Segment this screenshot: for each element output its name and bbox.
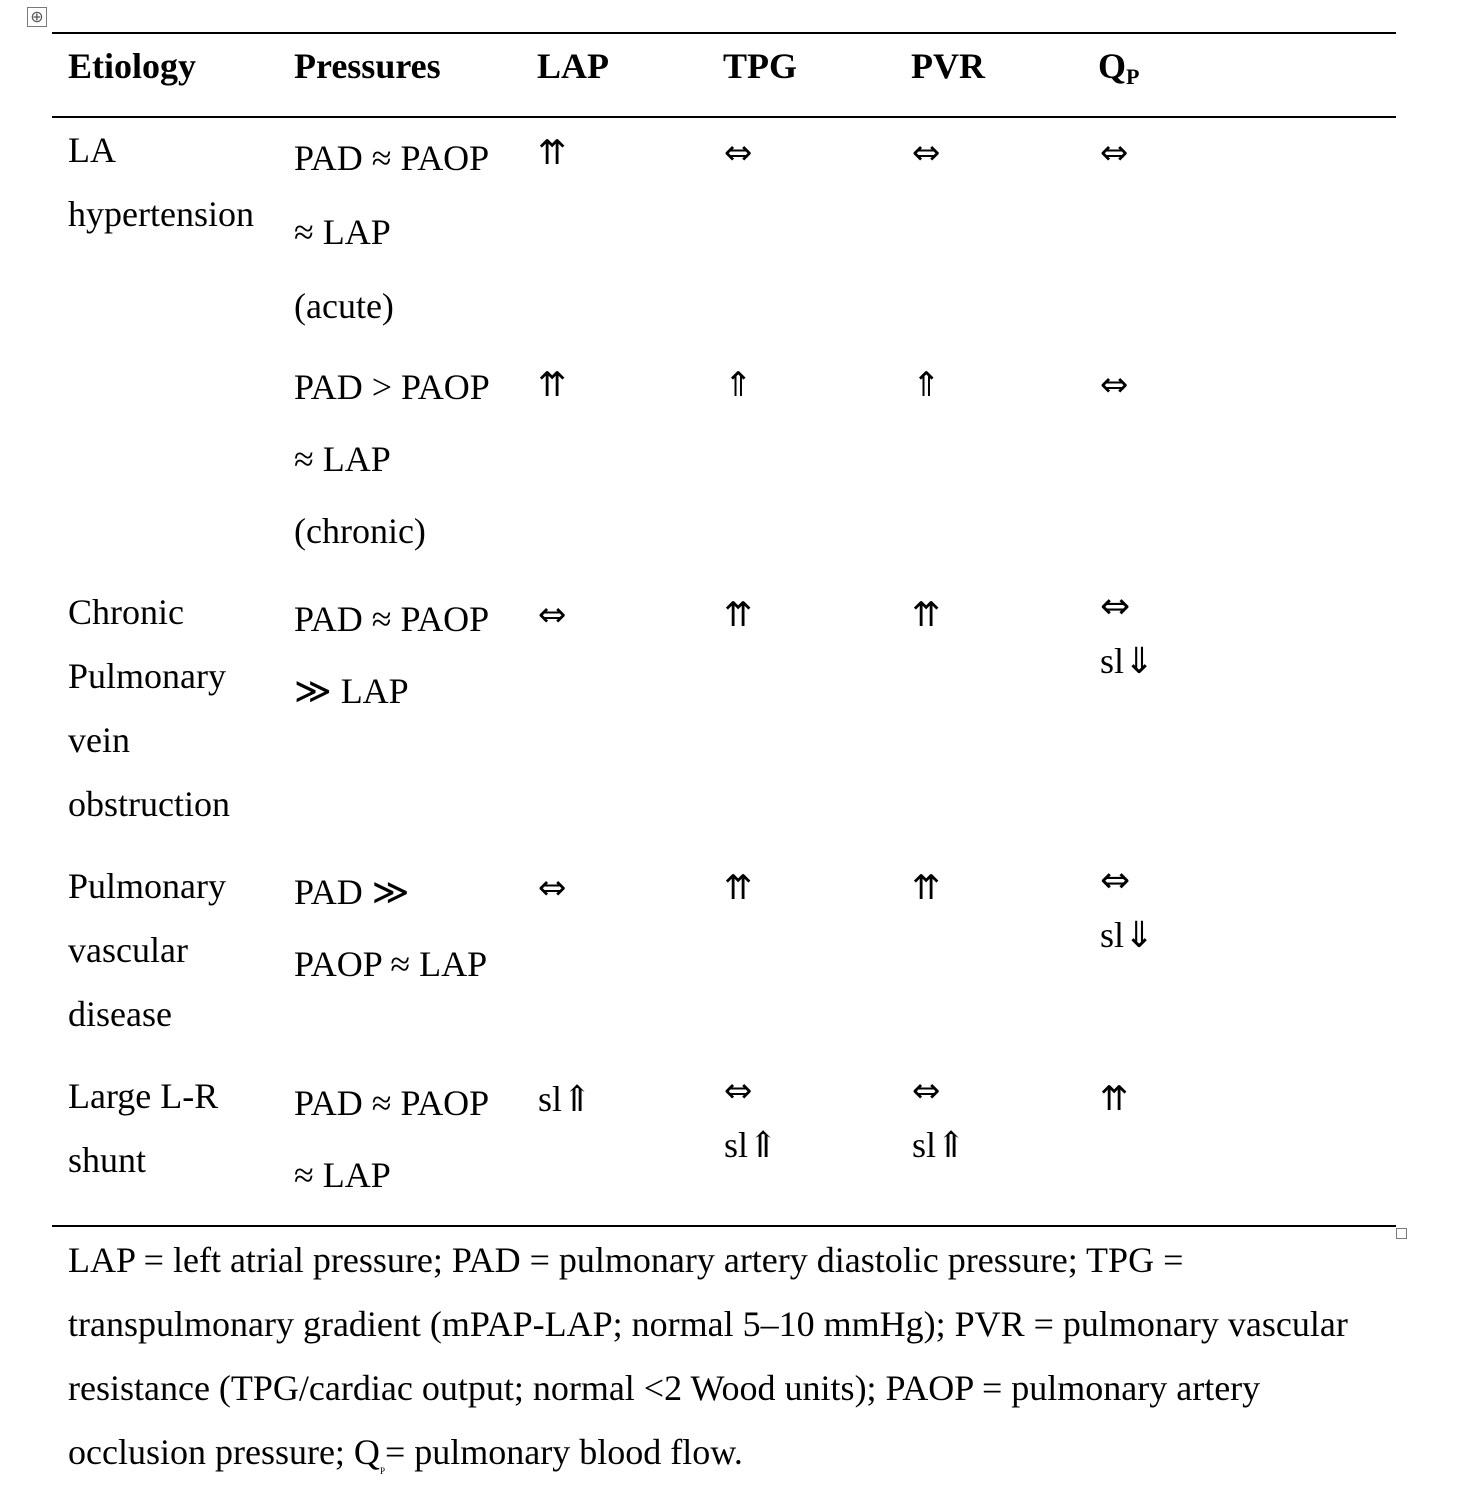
pressures-line: PAD ≈ PAOP [294, 1083, 490, 1123]
pvr-cell: ⇈ [912, 868, 941, 908]
qp-line: sl⇓ [1100, 915, 1155, 955]
tpg-cell [724, 1064, 778, 1172]
pressures-line: PAD ≈ PAOP [294, 138, 490, 178]
header-tpg: TPG [723, 46, 798, 86]
tpg-cell: ⇑ [724, 365, 753, 405]
etiology-line: disease [68, 994, 172, 1034]
etiology-line: Chronic [68, 592, 184, 632]
qp-cell: ⇔ [1100, 133, 1129, 173]
tpg-cell: ⇔ [724, 133, 753, 173]
etiology-line: vein [68, 720, 130, 760]
qp-cell [1100, 854, 1154, 962]
pressures-line: ≫ LAP [294, 671, 409, 711]
pressures-line: ≈ LAP [294, 439, 391, 479]
pressures-line: ≈ LAP [294, 212, 391, 252]
pvr-cell: ⇔ [912, 133, 941, 173]
etiology-line: hypertension [68, 194, 254, 234]
pressures-line: PAOP ≈ LAP [294, 944, 488, 984]
etiology-line: shunt [68, 1140, 147, 1180]
header-qp-sub: P [1126, 64, 1140, 89]
qp-line: ⇔ [1100, 586, 1131, 627]
pressures-line: PAD ≈ PAOP [294, 599, 490, 639]
pvr-line: ⇔ [912, 1071, 941, 1111]
etiology-line: Pulmonary [68, 866, 226, 906]
header-etiology: Etiology [68, 46, 197, 86]
table-resize-handle[interactable] [1396, 1228, 1407, 1239]
pressures-line: (acute) [294, 286, 394, 326]
etiology-cell [68, 1064, 218, 1192]
move-handle-glyph: ⊕ [30, 7, 44, 26]
header-qp [1098, 36, 1139, 107]
tpg-line: sl⇑ [724, 1125, 779, 1165]
tpg-cell: ⇈ [724, 595, 753, 635]
pressures-line: PAD ≫ [294, 872, 410, 912]
pressures-line: (chronic) [294, 511, 426, 551]
qp-cell: ⇈ [1100, 1079, 1129, 1119]
pressures-cell [294, 1067, 489, 1211]
pressures-line: ≈ LAP [294, 1155, 391, 1195]
pvr-cell: ⇑ [912, 365, 941, 405]
footnote-q-sub: P [379, 1466, 385, 1476]
etiology-line: obstruction [68, 784, 230, 824]
qp-line: sl⇓ [1100, 641, 1155, 681]
table-bottom-rule [52, 1225, 1396, 1227]
etiology-cell [68, 118, 254, 246]
header-pressures: Pressures [294, 46, 441, 86]
pressures-cell [294, 121, 489, 343]
pressures-cell [294, 351, 490, 567]
header-pvr: PVR [911, 46, 985, 86]
qp-cell [1100, 580, 1154, 688]
lap-cell: ⇔ [538, 868, 567, 908]
etiology-cell [68, 854, 226, 1046]
header-qp-main: Q [1098, 46, 1127, 86]
table-top-rule [52, 32, 1396, 34]
header-lap: LAP [537, 46, 609, 86]
table-move-handle-icon[interactable] [27, 7, 47, 27]
tpg-cell: ⇈ [724, 868, 753, 908]
pressures-line: PAD > PAOP [294, 367, 490, 407]
etiology-cell [68, 580, 230, 836]
lap-cell: sl⇑ [538, 1079, 593, 1119]
etiology-line: Large L-R [68, 1076, 219, 1116]
table-footnote [68, 1228, 1368, 1503]
pressures-cell [294, 583, 489, 727]
footnote-text-end: = pulmonary blood flow. [384, 1432, 743, 1472]
lap-cell: ⇔ [538, 595, 567, 635]
etiology-line: vascular [68, 930, 188, 970]
pvr-cell: ⇈ [912, 595, 941, 635]
tpg-line: ⇔ [724, 1071, 753, 1111]
pvr-line: sl⇑ [912, 1125, 967, 1165]
footnote-text: LAP = left atrial pressure; PAD = pulmonary artery diastolic pressure; TPG = transpulmonary gradient (mPAP-LAP; normal 5–10 mmHg); PVR = pulmonary vascular resistance (TPG/cardiac output; normal <2 Wood units); PAOP = pulmonary artery occlusion pressure; Q [68, 1240, 1348, 1472]
pvr-cell [912, 1064, 966, 1172]
lap-cell: ⇈ [538, 365, 567, 405]
etiology-line: LA [68, 130, 116, 170]
lap-cell: ⇈ [538, 133, 567, 173]
etiology-line: Pulmonary [68, 656, 226, 696]
qp-line: ⇔ [1100, 860, 1131, 901]
qp-cell: ⇔ [1100, 365, 1129, 405]
pressures-cell [294, 856, 487, 1000]
